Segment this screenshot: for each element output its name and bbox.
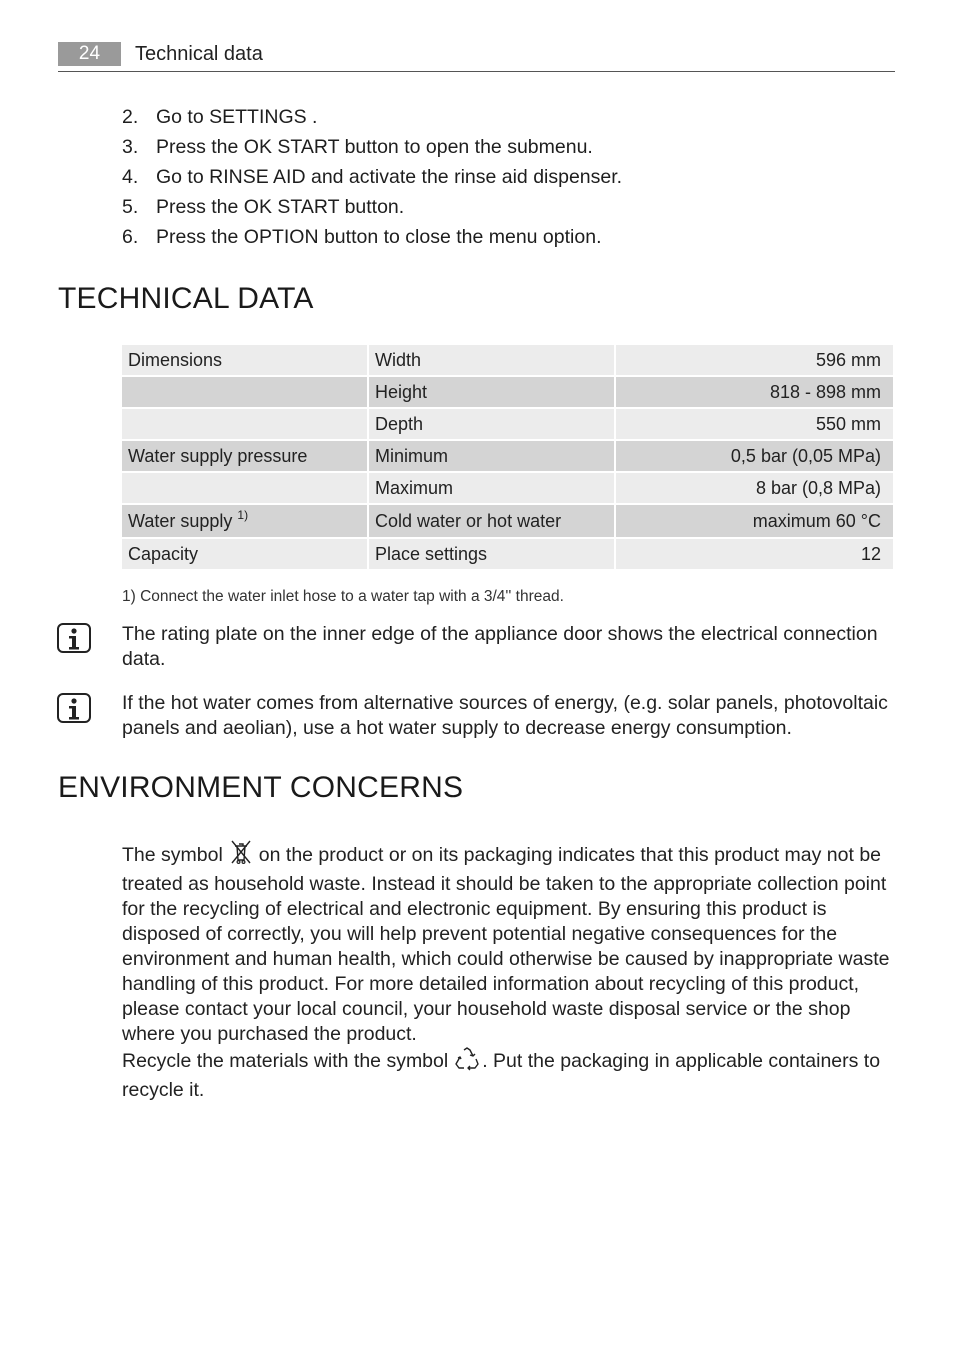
list-item bbox=[122, 104, 622, 134]
table-cell-value: 550 mm bbox=[616, 409, 893, 439]
recycle-paragraph bbox=[122, 1047, 897, 1103]
weee-text-rest: on the product or on its packaging indicates that this product may not be treated as household waste. Instead it should be taken to the appropriate collection point for the recycling of electrical and electronic equipment. By ensuring this product is disposed of correctly, you will help prevent potential negative consequences for the environment and human health, which could otherwise be caused by inappropriate waste handling of this product. For more detailed information about recycling of this product, please contact your local council, your household waste disposal service or the shop where you purchased the product. bbox=[122, 844, 890, 1045]
table-row bbox=[122, 345, 893, 375]
table-cell-value: 818 - 898 mm bbox=[616, 377, 893, 407]
table-cell-parameter: Place settings bbox=[369, 539, 614, 569]
table-row bbox=[122, 505, 893, 537]
info-icon bbox=[57, 693, 91, 723]
step-number: 5. bbox=[122, 196, 139, 218]
group-label: Water supply bbox=[128, 511, 233, 531]
recycle-text-start: Recycle the materials with the symbol bbox=[122, 1050, 449, 1072]
table-cell-parameter: Minimum bbox=[369, 441, 614, 471]
table-cell-group bbox=[122, 409, 367, 439]
table-cell-parameter: Depth bbox=[369, 409, 614, 439]
info-note-hot-water: If the hot water comes from alternative sources of energy, (e.g. solar panels, photovoltaic panels and aeolian), use a hot water supply to decrease energy consumption. bbox=[122, 692, 888, 739]
table-row bbox=[122, 409, 893, 439]
table-cell-parameter: Cold water or hot water bbox=[369, 505, 614, 537]
recycle-text-rest: . Put the packaging in applicable containers to recycle it. bbox=[122, 1050, 881, 1101]
table-cell-parameter: Width bbox=[369, 345, 614, 375]
table-cell-group bbox=[122, 377, 367, 407]
table-row bbox=[122, 473, 893, 503]
step-number: 4. bbox=[122, 166, 139, 188]
list-item bbox=[122, 134, 622, 164]
table-cell-value: 12 bbox=[616, 539, 893, 569]
table-row bbox=[122, 441, 893, 471]
running-section-title: Technical data bbox=[135, 43, 263, 65]
list-item bbox=[122, 164, 622, 194]
list-item bbox=[122, 224, 622, 254]
section-heading-technical-data: TECHNICAL DATA bbox=[58, 282, 314, 315]
step-text: Go to RINSE AID and activate the rinse aid dispenser. bbox=[156, 166, 623, 188]
list-item bbox=[122, 194, 622, 224]
table-cell-group: Dimensions bbox=[122, 345, 367, 375]
table-cell-group: Capacity bbox=[122, 539, 367, 569]
table-cell-group: Water supply pressure bbox=[122, 441, 367, 471]
table-cell-value: 0,5 bar (0,05 MPa) bbox=[616, 441, 893, 471]
table-cell-value: 596 mm bbox=[616, 345, 893, 375]
table-cell-parameter: Height bbox=[369, 377, 614, 407]
crossed-out-bin-icon bbox=[229, 839, 253, 872]
step-number: 6. bbox=[122, 226, 139, 248]
table-footnote: 1) Connect the water inlet hose to a water tap with a 3/4'' thread. bbox=[122, 588, 564, 605]
table-cell-value: maximum 60 °C bbox=[616, 505, 893, 537]
technical-data-table bbox=[120, 343, 895, 571]
step-number: 2. bbox=[122, 106, 139, 128]
weee-text-start: The symbol bbox=[122, 844, 223, 866]
info-glyph bbox=[67, 628, 81, 650]
info-icon bbox=[57, 623, 91, 653]
table-row bbox=[122, 539, 893, 569]
step-text: Press the OK START button. bbox=[156, 196, 405, 218]
table-cell-group bbox=[122, 473, 367, 503]
table-row bbox=[122, 377, 893, 407]
table-cell-group bbox=[122, 505, 367, 537]
table-cell-value: 8 bar (0,8 MPa) bbox=[616, 473, 893, 503]
step-text: Press the OK START button to open the submenu. bbox=[156, 136, 593, 158]
step-text: Go to SETTINGS . bbox=[156, 106, 318, 128]
page-header bbox=[58, 40, 895, 72]
recycle-icon bbox=[454, 1047, 480, 1078]
table-cell-parameter: Maximum bbox=[369, 473, 614, 503]
step-number: 3. bbox=[122, 136, 139, 158]
info-note-rating-plate: The rating plate on the inner edge of the appliance door shows the electrical connection data. bbox=[122, 623, 878, 670]
section-heading-environment: ENVIRONMENT CONCERNS bbox=[58, 771, 464, 804]
footnote-marker: 1) bbox=[237, 508, 249, 522]
step-text: Press the OPTION button to close the menu option. bbox=[156, 226, 602, 248]
page-number: 24 bbox=[58, 42, 121, 66]
procedure-steps bbox=[122, 104, 622, 254]
info-glyph bbox=[67, 698, 81, 720]
weee-paragraph bbox=[122, 839, 897, 1047]
